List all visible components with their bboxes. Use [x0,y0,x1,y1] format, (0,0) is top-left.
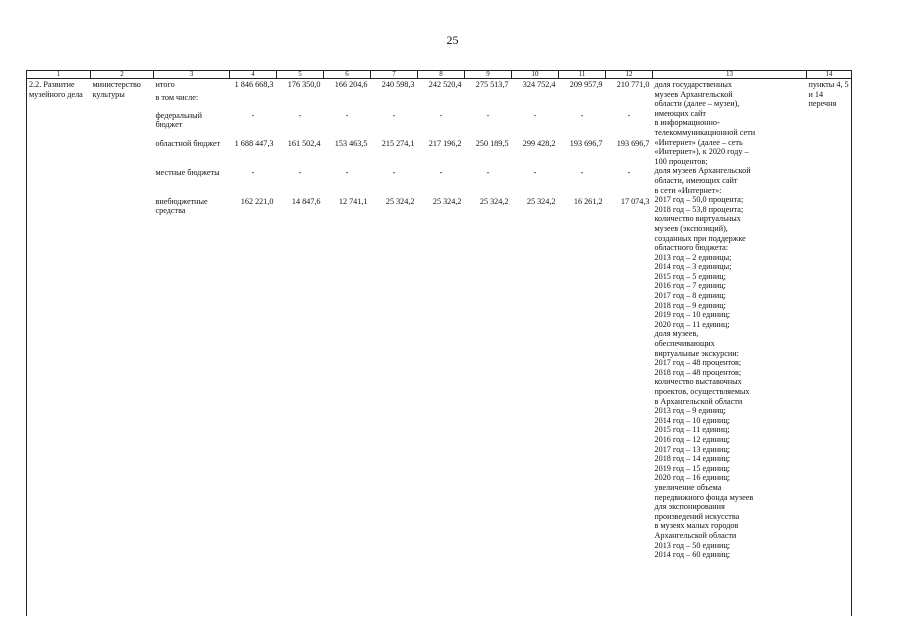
value-cell: - [251,110,255,120]
program-table [26,70,852,616]
value-cell: 215 274,1 [381,138,415,148]
value-cell: - [439,167,443,177]
indicator-line: в музеях малых городов [654,521,739,531]
indicator-line: 2013 год – 50 единиц; [654,540,731,550]
value-cell: - [627,167,631,177]
value-cell: 217 196,2 [428,138,462,148]
value-cell: 1 688 447,3 [234,138,274,148]
indicator-line: 2018 год – 9 единиц; [654,300,726,310]
indicator-line: количество выставочных [654,377,742,387]
indicator-line: области (далее – музеи), [654,99,740,109]
value-cell: - [345,167,349,177]
indicator-line: 2019 год – 15 единиц; [654,463,731,473]
source-label: местные бюджеты [155,167,220,177]
value-cell: 14 847,6 [291,196,321,206]
indicator-line: Архангельской области [654,530,737,540]
source-label: областной бюджет [155,138,221,148]
value-cell: - [580,110,584,120]
indicator-line: 2018 год – 53,8 процента; [654,204,744,214]
column-number: 7 [371,71,418,79]
indicator-line: виртуальные экскурсии: [654,348,739,358]
value-cell: 209 957,9 [569,80,603,89]
indicator-line: музеев Архангельской [654,89,733,99]
indicator-line: «Интернет»), к 2020 году – [654,147,749,157]
source-label: федеральный бюджет [155,110,203,130]
column-number: 11 [559,71,606,79]
value-cell: 176 350,0 [287,80,321,89]
indicator-line: 2013 год – 9 единиц; [654,406,726,416]
indicator-line: обеспечивающих [654,339,715,349]
value-cell: 240 598,3 [381,80,415,89]
value-cell: - [298,167,302,177]
value-cell: 324 752,4 [522,80,556,89]
value-cell: 193 696,7 [616,138,650,148]
value-cell: - [392,167,396,177]
indicator-line: произведений искусства [654,511,740,521]
indicator-line: 2016 год – 7 единиц; [654,281,726,291]
indicator-line: 2013 год – 2 единицы; [654,252,732,262]
perechen-points: пункты 4, 5 и 14 перечня [807,79,852,616]
value-cell: 25 324,2 [385,196,415,206]
value-cell: - [251,167,255,177]
value-cell: - [627,110,631,120]
value-cell: 25 324,2 [526,196,556,206]
indicator-line: передвижного фонда музеев [654,492,754,502]
value-cell: 193 696,7 [569,138,603,148]
column-number: 3 [154,71,230,79]
column-number: 1 [27,71,91,79]
column-number: 4 [230,71,277,79]
indicator-line: в Архангельской области [654,396,743,406]
value-cell: - [486,167,490,177]
column-number: 14 [807,71,852,79]
indicator-line: доля музеев, [654,329,699,339]
column-number: 12 [606,71,653,79]
indicator-line: 2017 год – 8 единиц; [654,291,726,301]
indicator-line: доля музеев Архангельской [654,166,751,176]
value-cell: 25 324,2 [432,196,462,206]
indicator-line: 2014 год – 3 единицы; [654,262,732,272]
value-cell: - [392,110,396,120]
value-cell: 275 513,7 [475,80,509,89]
indicator-line: 2018 год – 48 процентов; [654,367,742,377]
indicator-line: 2016 год – 12 единиц; [654,434,731,444]
value-cell: 299 428,2 [522,138,556,148]
subprogram-name: 2.2. Развитие музейного дела [27,79,91,616]
column-number: 8 [418,71,465,79]
column-number: 5 [277,71,324,79]
value-cell: 210 771,0 [616,80,650,89]
value-cell: 1 846 668,3 [234,80,274,89]
indicator-line: для экспонирования [654,502,725,512]
value-cell: 250 189,5 [475,138,509,148]
value-cell: - [486,110,490,120]
indicator-line: созданных при поддержке [654,233,746,243]
value-cell: - [533,167,537,177]
indicator-line: проектов, осуществляемых [654,387,750,396]
indicator-line: имеющих сайт [654,108,706,118]
indicator-line: в информационно- [654,118,720,128]
source-label: внебюджетные средства [155,196,208,216]
indicator-line: «Интернет» (далее – сеть [654,137,743,147]
value-cell: 153 463,5 [334,138,368,148]
source-label: в том числе: [155,92,199,102]
indicator-line: 2015 год – 11 единиц; [654,425,730,435]
value-cell: - [345,110,349,120]
value-cell: 166 204,6 [334,80,368,89]
column-number: 9 [465,71,512,79]
indicator-line: телекоммуникационной сети [654,127,756,137]
indicator-line: 2014 год – 60 единиц; [654,550,731,560]
value-cell: 25 324,2 [479,196,509,206]
indicator-line: количество виртуальных [654,214,741,224]
column-number: 2 [91,71,154,79]
indicator-line: 2018 год – 14 единиц; [654,454,731,464]
value-cell: - [533,110,537,120]
value-cell: 162 221,0 [240,196,274,206]
indicators-cell [653,79,807,616]
value-cell: 16 261,2 [573,196,603,206]
value-cell: 12 741,1 [338,196,368,206]
indicator-line: областного бюджета: [654,243,729,253]
indicator-line: увеличение объема [654,482,722,492]
indicator-line: 2017 год – 48 процентов; [654,358,742,368]
indicator-line: области, имеющих сайт [654,175,738,185]
value-cell: - [439,110,443,120]
indicator-line: в сети «Интернет»: [654,185,722,195]
indicator-line: 100 процентов; [654,156,708,166]
indicator-line: 2020 год – 16 единиц; [654,473,731,483]
indicator-line: 2014 год – 10 единиц; [654,415,731,425]
indicator-line: 2017 год – 13 единиц; [654,444,731,454]
column-number: 13 [653,71,807,79]
indicator-line: 2015 год – 5 единиц; [654,271,726,281]
table-row [27,79,852,92]
indicator-line: доля государственных [654,80,733,89]
page-number: 25 [446,33,459,47]
value-cell: 242 520,4 [428,80,462,89]
value-cell: 161 502,4 [287,138,321,148]
source-label: итого [155,80,175,89]
column-number: 10 [512,71,559,79]
column-numbers-row [27,71,852,79]
value-cell: - [580,167,584,177]
value-cell: 17 074,3 [620,196,650,206]
indicator-line: 2017 год – 50,0 процента; [654,195,744,205]
executor: министерство культуры [92,80,141,99]
indicator-line: музеев (экспозиций), [654,223,728,233]
indicator-line: 2019 год – 10 единиц; [654,310,731,320]
indicator-line: 2020 год – 11 единиц; [654,319,730,329]
column-number: 6 [324,71,371,79]
value-cell: - [298,110,302,120]
